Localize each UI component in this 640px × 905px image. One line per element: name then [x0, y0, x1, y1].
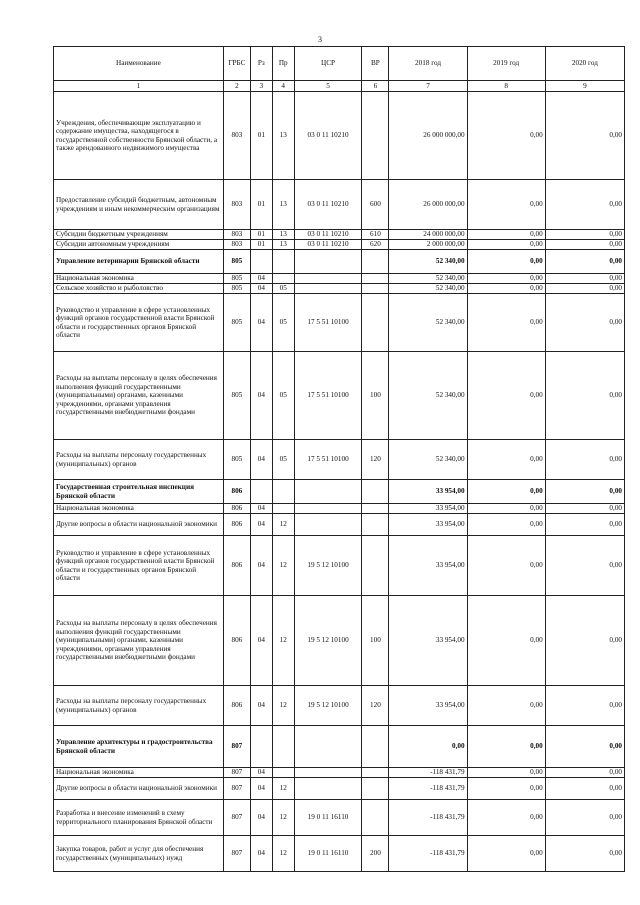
row-rz: 04: [250, 800, 272, 836]
row-amount-2018: 52 340,00: [389, 284, 467, 294]
col-header-grbs: ГРБС: [223, 47, 250, 81]
table-row: [54, 504, 625, 514]
row-vr: 100: [362, 596, 389, 686]
row-rz: 04: [250, 768, 272, 778]
row-amount-2018: -118 431,79: [389, 800, 467, 836]
row-vr: [362, 726, 389, 768]
row-vr: [362, 250, 389, 274]
row-amount-2018: -118 431,79: [389, 768, 467, 778]
row-csr: 19 0 11 16110: [294, 800, 362, 836]
row-csr: [294, 768, 362, 778]
row-amount-2019: 0,00: [467, 180, 545, 230]
row-amount-2020: 0,00: [545, 352, 624, 440]
table-row: [54, 230, 625, 240]
row-grbs: 807: [223, 726, 250, 768]
row-csr: 17 5 51 10100: [294, 294, 362, 352]
row-name: Другие вопросы в области национальной экономики: [54, 778, 224, 800]
row-grbs: 803: [223, 240, 250, 250]
row-grbs: 806: [223, 480, 250, 504]
row-grbs: 805: [223, 250, 250, 274]
row-amount-2020: 0,00: [545, 180, 624, 230]
row-amount-2018: 52 340,00: [389, 294, 467, 352]
row-amount-2020: 0,00: [545, 596, 624, 686]
row-amount-2019: 0,00: [467, 596, 545, 686]
row-csr: 17 5 51 10100: [294, 352, 362, 440]
row-amount-2018: 2 000 000,00: [389, 240, 467, 250]
table-row: [54, 440, 625, 480]
row-grbs: 807: [223, 836, 250, 872]
table-row: [54, 284, 625, 294]
table-row: [54, 686, 625, 726]
table-row: [54, 274, 625, 284]
row-name: Управление ветеринарии Брянской области: [54, 250, 224, 274]
row-name: Разработка и внесение изменений в схему территориального планирования Брянской области: [54, 800, 224, 836]
row-amount-2020: 0,00: [545, 284, 624, 294]
row-vr: [362, 514, 389, 536]
row-name: Субсидии автономным учреждениям: [54, 240, 224, 250]
row-pr: 05: [272, 440, 294, 480]
col-number: 3: [250, 81, 272, 92]
row-amount-2018: 52 340,00: [389, 250, 467, 274]
row-amount-2020: 0,00: [545, 240, 624, 250]
row-amount-2019: 0,00: [467, 778, 545, 800]
row-amount-2020: 0,00: [545, 514, 624, 536]
row-vr: [362, 284, 389, 294]
row-grbs: 805: [223, 284, 250, 294]
row-amount-2019: 0,00: [467, 92, 545, 180]
row-amount-2018: 52 340,00: [389, 440, 467, 480]
row-amount-2020: 0,00: [545, 726, 624, 768]
row-grbs: 806: [223, 686, 250, 726]
row-pr: 05: [272, 294, 294, 352]
row-rz: 04: [250, 514, 272, 536]
table-row: [54, 778, 625, 800]
row-amount-2019: 0,00: [467, 240, 545, 250]
row-amount-2018: 26 000 000,00: [389, 180, 467, 230]
row-rz: 01: [250, 180, 272, 230]
row-csr: 03 0 11 10210: [294, 92, 362, 180]
col-number: 6: [362, 81, 389, 92]
row-rz: [250, 250, 272, 274]
table-row: [54, 294, 625, 352]
table-row: [54, 514, 625, 536]
row-pr: [272, 480, 294, 504]
col-header-csr: ЦСР: [294, 47, 362, 81]
row-amount-2018: 33 954,00: [389, 480, 467, 504]
row-name: Другие вопросы в области национальной экономики: [54, 514, 224, 536]
row-csr: 03 0 11 10210: [294, 240, 362, 250]
table-row: [54, 180, 625, 230]
row-vr: 120: [362, 440, 389, 480]
row-pr: 12: [272, 836, 294, 872]
row-grbs: 807: [223, 768, 250, 778]
row-pr: 12: [272, 686, 294, 726]
row-grbs: 806: [223, 514, 250, 536]
row-grbs: 806: [223, 596, 250, 686]
row-csr: 19 0 11 16110: [294, 836, 362, 872]
row-amount-2020: 0,00: [545, 686, 624, 726]
col-header-vr: ВР: [362, 47, 389, 81]
row-csr: [294, 284, 362, 294]
row-pr: 13: [272, 92, 294, 180]
row-name: Управление архитектуры и градостроительства Брянской области: [54, 726, 224, 768]
col-header-name: Наименование: [54, 47, 224, 81]
row-amount-2020: 0,00: [545, 92, 624, 180]
row-csr: [294, 514, 362, 536]
row-amount-2019: 0,00: [467, 504, 545, 514]
row-vr: [362, 800, 389, 836]
row-amount-2020: 0,00: [545, 250, 624, 274]
row-pr: 12: [272, 778, 294, 800]
table-row: [54, 596, 625, 686]
row-amount-2018: 52 340,00: [389, 352, 467, 440]
col-header-2019: 2019 год: [467, 47, 545, 81]
row-csr: 17 5 51 10100: [294, 440, 362, 480]
row-amount-2020: 0,00: [545, 480, 624, 504]
row-grbs: 805: [223, 294, 250, 352]
row-amount-2019: 0,00: [467, 274, 545, 284]
row-amount-2019: 0,00: [467, 230, 545, 240]
table-row: [54, 250, 625, 274]
row-amount-2020: 0,00: [545, 836, 624, 872]
col-number: 7: [389, 81, 467, 92]
row-amount-2020: 0,00: [545, 768, 624, 778]
row-vr: 200: [362, 836, 389, 872]
row-name: Национальная экономика: [54, 768, 224, 778]
row-grbs: 803: [223, 180, 250, 230]
row-amount-2018: -118 431,79: [389, 778, 467, 800]
col-header-2018: 2018 год: [389, 47, 467, 81]
row-rz: 01: [250, 92, 272, 180]
row-rz: 04: [250, 536, 272, 596]
row-rz: [250, 480, 272, 504]
row-csr: 19 5 12 10100: [294, 536, 362, 596]
table-row: [54, 536, 625, 596]
col-number: 4: [272, 81, 294, 92]
row-pr: 12: [272, 800, 294, 836]
row-amount-2018: 26 000 000,00: [389, 92, 467, 180]
row-rz: 04: [250, 836, 272, 872]
row-amount-2020: 0,00: [545, 536, 624, 596]
row-amount-2018: 33 954,00: [389, 504, 467, 514]
row-name: Расходы на выплаты персоналу в целях обеспечения выполнения функций государственными (муниципальными) органами, казенными учреждениями, органами управления государственными внебюджетными фондами: [54, 352, 224, 440]
header-row: [54, 47, 625, 81]
table-row: [54, 240, 625, 250]
col-number: 5: [294, 81, 362, 92]
row-amount-2019: 0,00: [467, 284, 545, 294]
row-vr: [362, 294, 389, 352]
row-amount-2019: 0,00: [467, 686, 545, 726]
row-rz: 04: [250, 504, 272, 514]
row-amount-2020: 0,00: [545, 230, 624, 240]
row-pr: 13: [272, 240, 294, 250]
row-vr: [362, 274, 389, 284]
row-csr: 19 5 12 10100: [294, 686, 362, 726]
row-grbs: 803: [223, 92, 250, 180]
row-name: Национальная экономика: [54, 504, 224, 514]
row-amount-2020: 0,00: [545, 274, 624, 284]
row-grbs: 803: [223, 230, 250, 240]
row-rz: 04: [250, 778, 272, 800]
col-header-2020: 2020 год: [545, 47, 624, 81]
table-row: [54, 480, 625, 504]
table-row: [54, 836, 625, 872]
row-vr: 100: [362, 352, 389, 440]
row-csr: [294, 778, 362, 800]
row-amount-2019: 0,00: [467, 294, 545, 352]
row-grbs: 806: [223, 536, 250, 596]
row-amount-2019: 0,00: [467, 800, 545, 836]
row-rz: 04: [250, 440, 272, 480]
row-name: Руководство и управление в сфере установленных функций органов государственной власти Брянской области и государственных органов Брянской области: [54, 294, 224, 352]
row-csr: 03 0 11 10210: [294, 180, 362, 230]
table-row: [54, 92, 625, 180]
table-row: [54, 352, 625, 440]
row-pr: 12: [272, 536, 294, 596]
row-grbs: 807: [223, 800, 250, 836]
table-row: [54, 800, 625, 836]
col-number: 2: [223, 81, 250, 92]
row-amount-2019: 0,00: [467, 250, 545, 274]
row-amount-2018: 0,00: [389, 726, 467, 768]
row-amount-2018: 33 954,00: [389, 536, 467, 596]
row-amount-2019: 0,00: [467, 440, 545, 480]
row-amount-2018: 33 954,00: [389, 686, 467, 726]
row-name: Руководство и управление в сфере установленных функций органов государственной власти Брянской области и государственных органов Брянской области: [54, 536, 224, 596]
row-vr: 610: [362, 230, 389, 240]
row-pr: 05: [272, 352, 294, 440]
row-csr: [294, 250, 362, 274]
row-csr: [294, 480, 362, 504]
row-vr: 120: [362, 686, 389, 726]
row-amount-2020: 0,00: [545, 800, 624, 836]
row-amount-2019: 0,00: [467, 768, 545, 778]
row-name: Учреждения, обеспечивающие эксплуатацию и содержание имущества, находящегося в государственной собственности Брянской области, а также арендованного недвижимого имущества: [54, 92, 224, 180]
row-csr: [294, 274, 362, 284]
row-amount-2019: 0,00: [467, 836, 545, 872]
row-amount-2018: 52 340,00: [389, 274, 467, 284]
row-rz: 04: [250, 686, 272, 726]
row-name: Расходы на выплаты персоналу государственных (муниципальных) органов: [54, 440, 224, 480]
row-pr: [272, 250, 294, 274]
row-name: Предоставление субсидий бюджетным, автономным учреждениям и иным некоммерческим организациям: [54, 180, 224, 230]
row-pr: 13: [272, 180, 294, 230]
row-rz: 04: [250, 294, 272, 352]
row-vr: [362, 768, 389, 778]
row-vr: [362, 536, 389, 596]
row-name: Закупка товаров, работ и услуг для обеспечения государственных (муниципальных) нужд: [54, 836, 224, 872]
col-number: 1: [54, 81, 224, 92]
col-number: 8: [467, 81, 545, 92]
row-vr: 600: [362, 180, 389, 230]
row-grbs: 805: [223, 440, 250, 480]
row-name: Расходы на выплаты персоналу государственных (муниципальных) органов: [54, 686, 224, 726]
row-name: Национальная экономика: [54, 274, 224, 284]
row-grbs: 806: [223, 504, 250, 514]
budget-table: [53, 46, 625, 872]
row-pr: [272, 726, 294, 768]
row-amount-2019: 0,00: [467, 536, 545, 596]
row-rz: 01: [250, 230, 272, 240]
row-amount-2020: 0,00: [545, 504, 624, 514]
row-pr: [272, 504, 294, 514]
col-header-rz: Рз: [250, 47, 272, 81]
row-csr: [294, 504, 362, 514]
row-csr: 19 5 12 10100: [294, 596, 362, 686]
row-amount-2018: 33 954,00: [389, 596, 467, 686]
row-name: Государственная строительная инспекция Брянской области: [54, 480, 224, 504]
row-name: Расходы на выплаты персоналу в целях обеспечения выполнения функций государственными (муниципальными) органами, казенными учреждениями, органами управления государственными внебюджетными фондами: [54, 596, 224, 686]
row-vr: [362, 778, 389, 800]
table-row: [54, 726, 625, 768]
row-grbs: 807: [223, 778, 250, 800]
row-csr: [294, 726, 362, 768]
table-body: [54, 92, 625, 872]
row-amount-2019: 0,00: [467, 726, 545, 768]
row-amount-2020: 0,00: [545, 778, 624, 800]
row-pr: 05: [272, 284, 294, 294]
row-vr: 620: [362, 240, 389, 250]
col-header-pr: Пр: [272, 47, 294, 81]
row-amount-2019: 0,00: [467, 480, 545, 504]
row-amount-2018: 24 000 000,00: [389, 230, 467, 240]
row-rz: 04: [250, 284, 272, 294]
row-vr: [362, 504, 389, 514]
row-amount-2019: 0,00: [467, 352, 545, 440]
row-pr: 13: [272, 230, 294, 240]
row-vr: [362, 92, 389, 180]
row-pr: 12: [272, 596, 294, 686]
row-csr: 03 0 11 10210: [294, 230, 362, 240]
row-vr: [362, 480, 389, 504]
row-rz: 04: [250, 352, 272, 440]
row-name: Субсидии бюджетным учреждениям: [54, 230, 224, 240]
row-amount-2020: 0,00: [545, 294, 624, 352]
row-rz: 01: [250, 240, 272, 250]
row-amount-2019: 0,00: [467, 514, 545, 536]
row-pr: [272, 274, 294, 284]
row-amount-2018: 33 954,00: [389, 514, 467, 536]
row-pr: [272, 768, 294, 778]
row-amount-2018: -118 431,79: [389, 836, 467, 872]
column-number-row: [54, 81, 625, 92]
row-rz: 04: [250, 274, 272, 284]
table-row: [54, 768, 625, 778]
row-grbs: 805: [223, 352, 250, 440]
page-number: 3: [318, 35, 322, 44]
row-grbs: 805: [223, 274, 250, 284]
row-pr: 12: [272, 514, 294, 536]
row-name: Сельское хозяйство и рыболовство: [54, 284, 224, 294]
row-amount-2020: 0,00: [545, 440, 624, 480]
row-rz: [250, 726, 272, 768]
row-rz: 04: [250, 596, 272, 686]
col-number: 9: [545, 81, 624, 92]
